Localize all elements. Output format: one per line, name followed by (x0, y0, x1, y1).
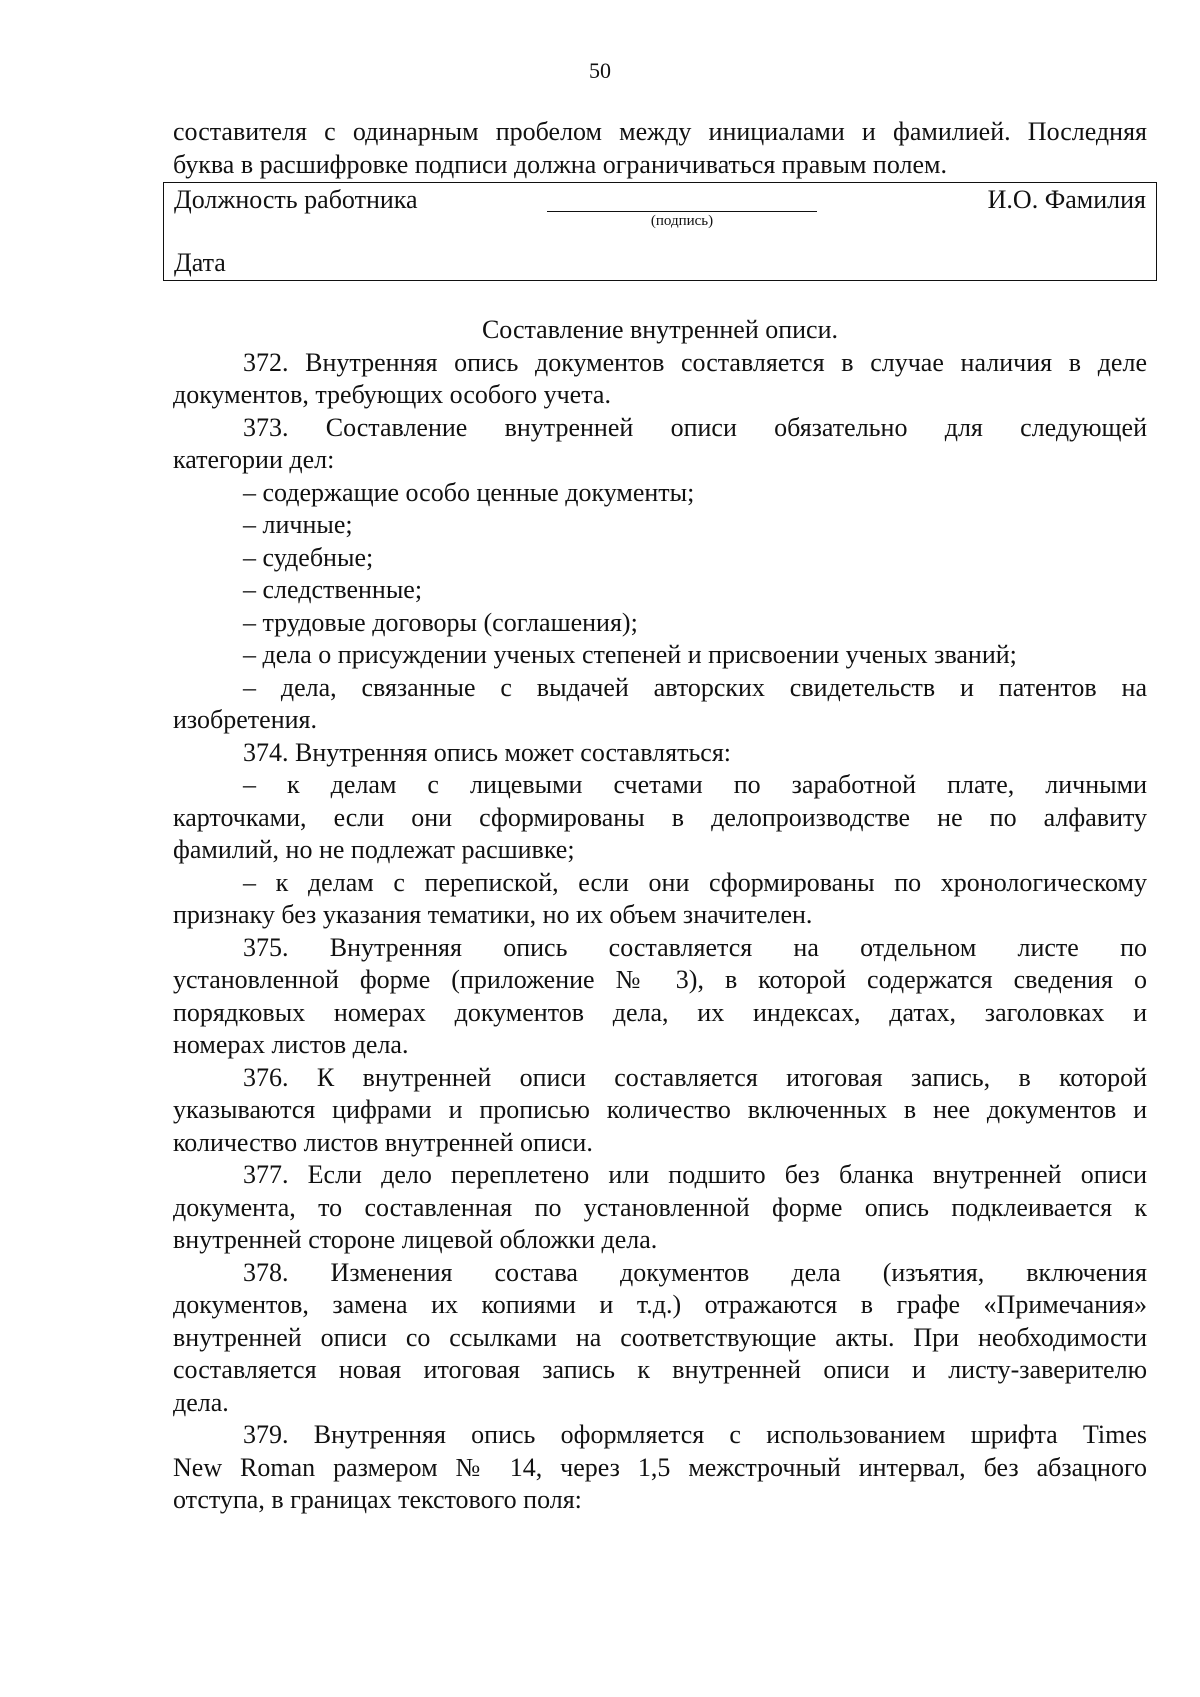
text-line: внутренней описи со ссылками на соответствующие акты. При необходимости (173, 1322, 1147, 1352)
paragraph-378 (173, 1257, 1147, 1420)
text-line: 372. Внутренняя опись документов составляется в случае наличия в деле (243, 347, 1147, 377)
list-item-374-b (173, 867, 1147, 932)
text-line: документов, требующих особого учета. (173, 380, 611, 409)
paragraph-375 (173, 932, 1147, 1062)
page-content (173, 116, 1147, 1517)
signature-caption: (подпись) (650, 213, 714, 229)
text-line: внутренней стороне лицевой обложки дела. (173, 1225, 658, 1254)
text-line: 378. Изменения состава документов дела (изъятия, включения (243, 1257, 1147, 1287)
intro-paragraph (173, 116, 1147, 181)
paragraph-374 (173, 737, 1147, 770)
text-line: составляется новая итоговая запись к внутренней описи и листу-заверителю (173, 1355, 1147, 1384)
text-line: отступа, в границах текстового поля: (173, 1485, 582, 1514)
signature-position: Должность работника (174, 185, 418, 214)
list-item: – содержащие особо ценные документы; (243, 477, 695, 507)
text-line: признаку без указания тематики, но их объем значителен. (173, 900, 813, 929)
paragraph-376 (173, 1062, 1147, 1160)
signature-date: Дата (174, 248, 226, 277)
text-line: карточками, если они сформированы в делопроизводстве не по алфавиту (173, 802, 1147, 832)
text-line: указываются цифрами и прописью количество включенных в нее документов и (173, 1095, 1147, 1124)
section-title: Составление внутренней описи. (481, 315, 839, 344)
list-item: – следственные; (243, 575, 423, 604)
text-line: – к делам с перепиской, если они сформированы по хронологическому (243, 867, 1147, 897)
text-line: составителя с одинарным пробелом между инициалами и фамилией. Последняя (173, 117, 1147, 146)
text-line: буква в расшифровке подписи должна ограничиваться правым полем. (173, 149, 947, 179)
text-line: 379. Внутренняя опись оформляется с использованием шрифта Times (243, 1420, 1147, 1449)
list-item-373-last (173, 672, 1147, 737)
text-line: фамилий, но не подлежат расшивке; (173, 835, 575, 864)
text-line: 377. Если дело переплетено или подшито без бланка внутренней описи (243, 1160, 1147, 1189)
text-line: – к делам с лицевыми счетами по заработной плате, личными (243, 770, 1147, 799)
page-number: 50 (589, 58, 611, 83)
list-item: – личные; (243, 510, 353, 539)
text-line: документа, то составленная по установленной форме опись подклеивается к (173, 1192, 1147, 1222)
list-item: – трудовые договоры (соглашения); (243, 607, 638, 637)
text-line: 375. Внутренняя опись составляется на отдельном листе по (243, 932, 1147, 962)
paragraph-373 (173, 412, 1147, 477)
text-line: порядковых номерах документов дела, их индексах, датах, заголовках и (173, 997, 1147, 1027)
list-373 (173, 477, 1147, 672)
list-item: – дела о присуждении ученых степеней и присвоении ученых званий; (243, 640, 1017, 669)
text-line: категории дел: (173, 445, 335, 474)
text-line: New Roman размером № 14, через 1,5 межстрочный интервал, без абзацного (173, 1452, 1147, 1482)
text-line: 373. Составление внутренней описи обязательно для следующей (243, 412, 1147, 442)
paragraph-372 (173, 347, 1147, 412)
text-line: дела. (173, 1387, 229, 1417)
text-line: установленной форме (приложение № 3), в которой содержатся сведения о (173, 965, 1147, 994)
text-line: количество листов внутренней описи. (173, 1127, 593, 1157)
paragraph-377 (173, 1159, 1147, 1257)
text-line: документов, замена их копиями и т.д.) отражаются в графе «Примечания» (173, 1290, 1147, 1319)
text-line: 374. Внутренняя опись может составляться: (243, 737, 732, 767)
text-line: 376. К внутренней описи составляется итоговая запись, в которой (243, 1062, 1147, 1092)
paragraph-379 (173, 1419, 1147, 1517)
list-item: – судебные; (243, 542, 374, 572)
list-item-374-a (173, 769, 1147, 867)
signature-name: И.О. Фамилия (987, 185, 1146, 214)
text-line: – дела, связанные с выдачей авторских свидетельств и патентов на (243, 672, 1147, 702)
text-line: номерах листов дела. (173, 1030, 409, 1059)
signature-sample-box (163, 182, 1157, 281)
text-line: изобретения. (173, 705, 317, 734)
